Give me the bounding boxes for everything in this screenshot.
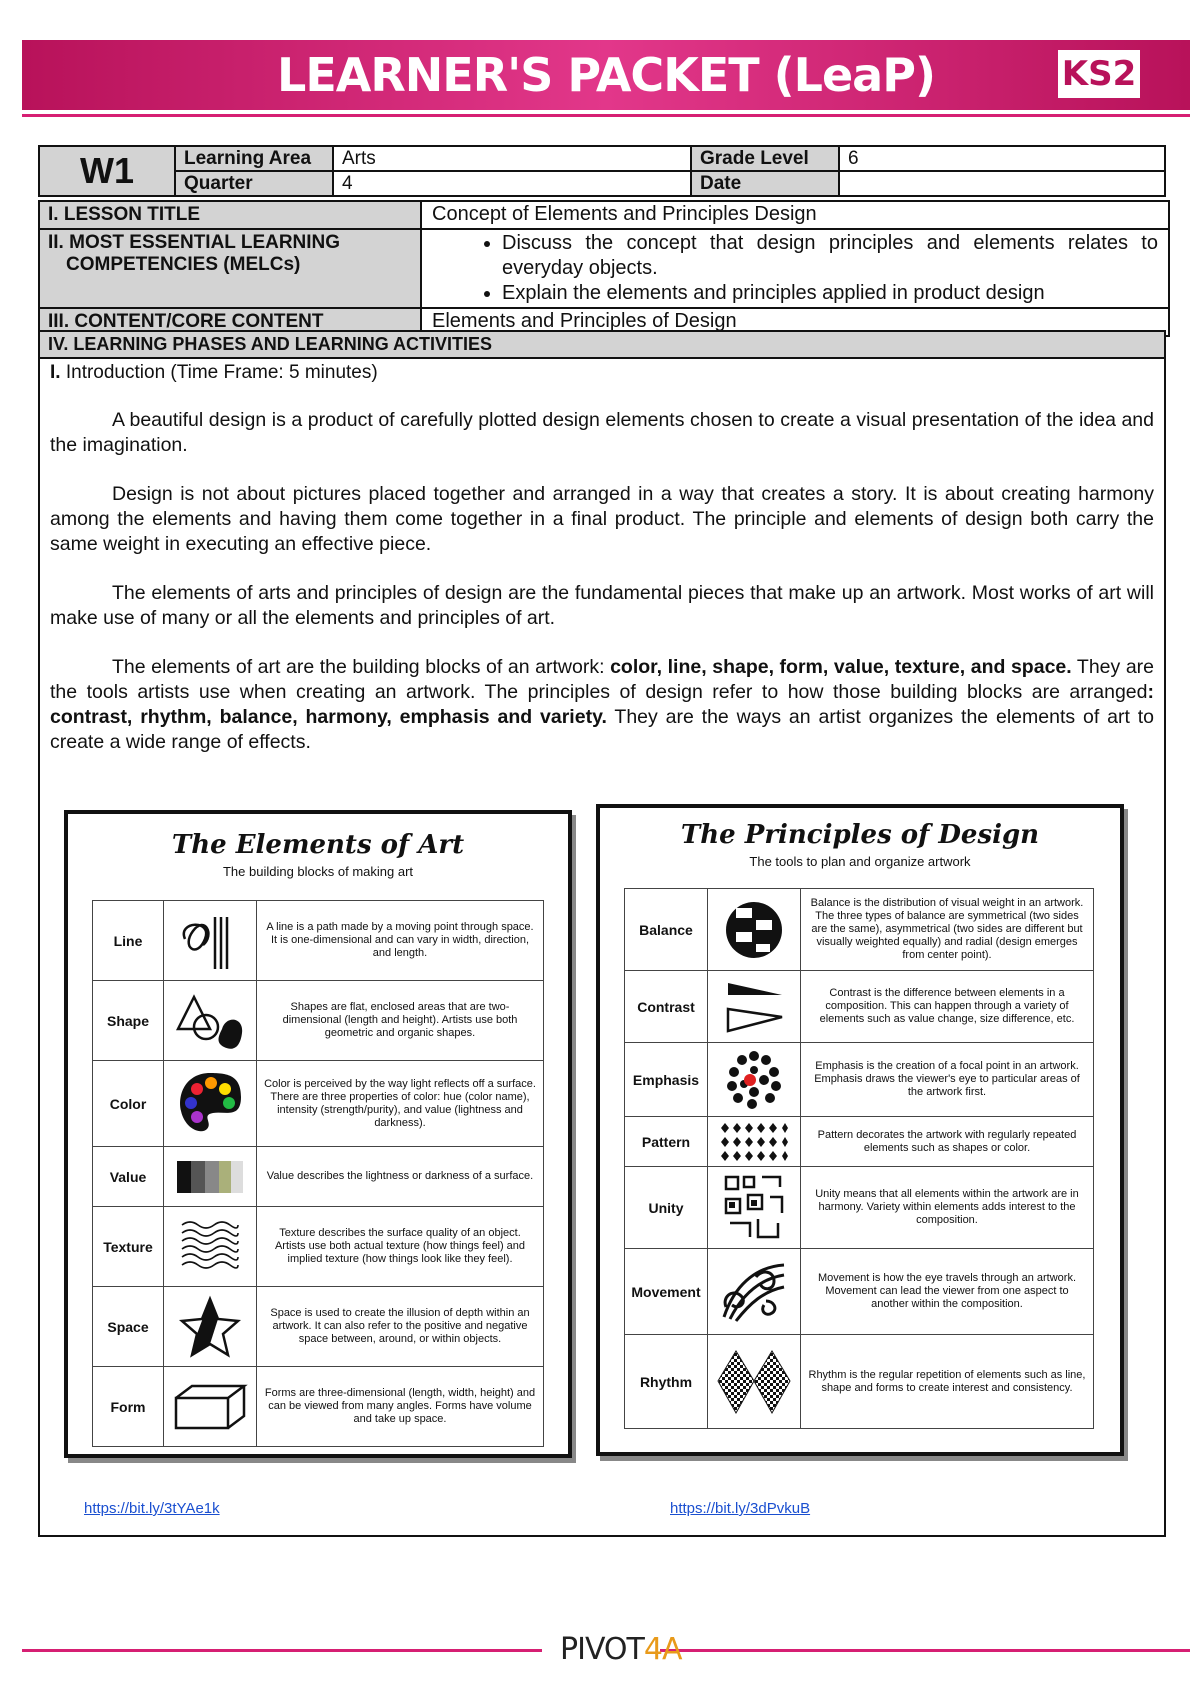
p4-part-c: They are the tools artists use when creating an artwork. The principles of design refer to how those building blocks are arranged [50, 656, 1155, 703]
star-icon [164, 1287, 257, 1367]
ks2-badge: KS2 [1058, 50, 1140, 98]
p4-principles-list: : contrast, rhythm, balance, harmony, emphasis and variety. [50, 681, 1154, 728]
principle-name: Pattern [625, 1117, 708, 1167]
melcs-label-line2: COMPETENCIES (MELCs) [66, 254, 301, 275]
week-label: W1 [39, 146, 175, 196]
principle-name: Movement [625, 1249, 708, 1335]
p4-elements-list: color, line, shape, form, value, texture, and space. [610, 656, 1072, 678]
content-label: III. CONTENT/CORE CONTENT [40, 309, 422, 335]
paragraph-3: The elements of arts and principles of design are the fundamental pieces that make up an artwork. Most works of art will make use of many or all the elements and principles of art. [50, 582, 1154, 629]
content-value: Elements and Principles of Design [432, 310, 737, 332]
elements-of-art-poster [64, 810, 572, 1458]
intro-number: I. [50, 362, 61, 383]
principle-desc: Movement is how the eye travels through an artwork. Movement can lead the viewer from one aspect to another within the composition. [801, 1249, 1094, 1335]
principle-name: Balance [625, 889, 708, 971]
footer-divider-right [660, 1649, 1190, 1652]
principles-source-link[interactable]: https://bit.ly/3dPvkuB [670, 1500, 811, 1517]
principle-desc: Rhythm is the regular repetition of elements such as line, shape and forms to create interest and consistency. [801, 1335, 1094, 1429]
date-value [839, 171, 1165, 196]
principle-desc: Contrast is the difference between elements in a composition. This can happen through a variety of elements such as value change, size difference, etc. [801, 971, 1094, 1043]
principles-poster-title: The Principles of Design [680, 820, 1040, 850]
principles-poster-subtitle: The tools to plan and organize artwork [749, 854, 971, 869]
grade-level-value: 6 [839, 146, 1165, 171]
learning-area-label: Learning Area [175, 146, 333, 171]
intro-heading [40, 359, 1164, 384]
header-banner [22, 40, 1190, 110]
p4-part-e: They are the ways an artist organizes the elements of art to create a wide range of effects. [50, 706, 1154, 753]
pivot-logo-4a: 4A [643, 1632, 682, 1667]
unity-icon [708, 1167, 801, 1249]
principle-desc: Pattern decorates the artwork with regularly repeated elements such as shapes or color. [801, 1117, 1094, 1167]
melcs-label-line1: II. MOST ESSENTIAL LEARNING [48, 232, 341, 253]
element-name: Texture [93, 1207, 164, 1287]
footer-divider-left [22, 1649, 542, 1652]
balance-icon [708, 889, 801, 971]
lesson-sections [38, 200, 1170, 337]
elements-source-link[interactable]: https://bit.ly/3tYAe1k [84, 1500, 220, 1517]
principles-table [624, 888, 1094, 1429]
element-name: Line [93, 901, 164, 981]
principle-name: Contrast [625, 971, 708, 1043]
line-icon [164, 901, 257, 981]
intro-label: Introduction (Time Frame: 5 minutes) [65, 362, 378, 383]
principle-desc: Balance is the distribution of visual weight in an artwork. The three types of balance are symmetrical (two sides are the same), asymmetrical (two sides are different but visually weighted equally) and radial (design emerges from center point). [801, 889, 1094, 971]
element-name: Space [93, 1287, 164, 1367]
info-table [38, 145, 1166, 197]
principles-of-design-poster [596, 804, 1124, 1456]
packet-title: LEARNER'S PACKET (LeaP) [277, 48, 935, 102]
melcs-label [40, 230, 422, 307]
element-desc: A line is a path made by a moving point through space. It is one-dimensional and can vary in width, direction, and length. [257, 901, 544, 981]
principle-desc: Unity means that all elements within the artwork are in harmony. Variety within elements adds interest to the composition. [801, 1167, 1094, 1249]
palette-icon [164, 1061, 257, 1147]
lesson-title: Concept of Elements and Principles Design [432, 203, 817, 225]
element-name: Form [93, 1367, 164, 1447]
cube-icon [164, 1367, 257, 1447]
pivot-logo [560, 1632, 681, 1667]
principle-name: Rhythm [625, 1335, 708, 1429]
date-label: Date [691, 171, 839, 196]
header-divider [22, 114, 1190, 117]
elements-poster-subtitle: The building blocks of making art [222, 864, 414, 879]
paragraph-4 [50, 655, 1154, 755]
contrast-icon [708, 971, 801, 1043]
quarter-label: Quarter [175, 171, 333, 196]
element-desc: Space is used to create the illusion of depth within an artwork. It can also refer to the positive and negative space between, around, or within objects. [257, 1287, 544, 1367]
shape-icon [164, 981, 257, 1061]
element-desc: Color is perceived by the way light reflects off a surface. There are three properties of color: hue (color name), intensity (strength/purity), and value (lightness and darkness). [257, 1061, 544, 1147]
pivot-logo-text: PIVOT [560, 1632, 644, 1667]
element-desc: Forms are three-dimensional (length, width, height) and can be viewed from many angles. Forms have volume and take up space. [257, 1367, 544, 1447]
paragraph-2: Design is not about pictures placed together and arranged in a way that creates a story. It is about creating harmony among the elements and having them come together in a final product. The principle and elements of design both carry the same weight in executing an effective piece. [50, 483, 1154, 555]
emphasis-icon [708, 1043, 801, 1117]
principle-desc: Emphasis is the creation of a focal point in an artwork. Emphasis draws the viewer's eye to particular areas of the artwork first. [801, 1043, 1094, 1117]
element-desc: Value describes the lightness or darkness of a surface. [257, 1147, 544, 1207]
principle-name: Unity [625, 1167, 708, 1249]
element-name: Value [93, 1147, 164, 1207]
element-desc: Shapes are flat, enclosed areas that are two-dimensional (length and height). Artists use both geometric and organic shapes. [257, 981, 544, 1061]
value-scale-icon [164, 1147, 257, 1207]
quarter-value: 4 [333, 171, 691, 196]
element-name: Color [93, 1061, 164, 1147]
element-desc: Texture describes the surface quality of an object. Artists use both actual texture (how things feel) and implied texture (how things look like they feel). [257, 1207, 544, 1287]
melcs-list [422, 230, 1168, 307]
melc-item: • Discuss the concept that design principles and elements relates to everyday objects. [502, 231, 1158, 281]
learning-area-value: Arts [333, 146, 691, 171]
phases-header: IV. LEARNING PHASES AND LEARNING ACTIVITIES [40, 332, 1164, 359]
paragraph-1: A beautiful design is a product of carefully plotted design elements chosen to create a visual presentation of the idea and the imagination. [50, 409, 1154, 456]
grade-level-label: Grade Level [691, 146, 839, 171]
p4-part-a: The elements of art are the building blocks of an artwork: [112, 656, 611, 678]
element-name: Shape [93, 981, 164, 1061]
pattern-icon [708, 1117, 801, 1167]
principle-name: Emphasis [625, 1043, 708, 1117]
lesson-title-label: I. LESSON TITLE [40, 202, 422, 228]
melc-item: • Explain the elements and principles applied in product design [502, 281, 1158, 306]
elements-table [92, 900, 544, 1447]
elements-poster-title: The Elements of Art [171, 830, 465, 860]
texture-icon [164, 1207, 257, 1287]
rhythm-icon [708, 1335, 801, 1429]
movement-icon [708, 1249, 801, 1335]
